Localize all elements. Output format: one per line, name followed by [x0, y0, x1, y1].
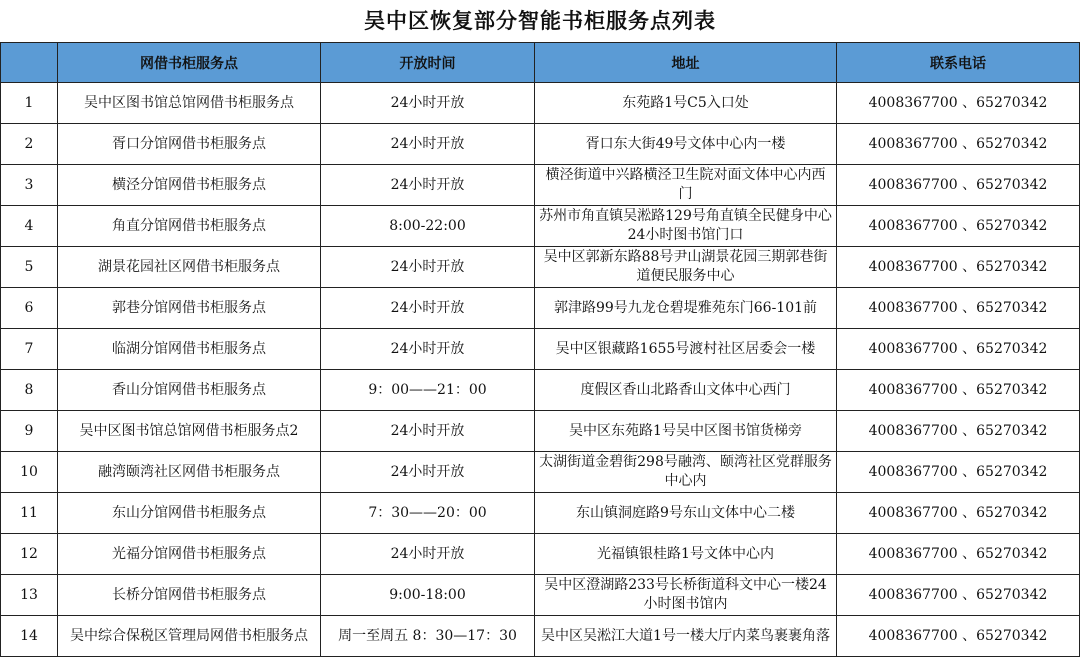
row-index: 6 — [1, 288, 58, 329]
row-service-point: 角直分馆网借书柜服务点 — [58, 206, 321, 247]
table-row — [1, 124, 1080, 165]
row-open-hours: 8:00-22:00 — [321, 206, 535, 247]
table-row — [1, 83, 1080, 124]
row-address: 吴中区吴淞江大道1号一楼大厅内菜鸟裹裹角落 — [535, 616, 837, 657]
header-service-point: 网借书柜服务点 — [58, 43, 321, 83]
row-open-hours: 9：00——21：00 — [321, 370, 535, 411]
table-row — [1, 247, 1080, 288]
row-open-hours: 24小时开放 — [321, 534, 535, 575]
row-index: 7 — [1, 329, 58, 370]
row-service-point: 临湖分馆网借书柜服务点 — [58, 329, 321, 370]
row-open-hours: 24小时开放 — [321, 411, 535, 452]
row-address: 太湖街道金碧街298号融湾、颐湾社区党群服务中心内 — [535, 452, 837, 493]
table-row — [1, 411, 1080, 452]
row-address: 郭津路99号九龙仓碧堤雅苑东门66-101前 — [535, 288, 837, 329]
table-row — [1, 616, 1080, 657]
table-row — [1, 370, 1080, 411]
row-service-point: 湖景花园社区网借书柜服务点 — [58, 247, 321, 288]
row-phone: 4008367700 、65270342 — [837, 165, 1080, 206]
row-index: 14 — [1, 616, 58, 657]
row-phone: 4008367700 、65270342 — [837, 411, 1080, 452]
table-row — [1, 493, 1080, 534]
row-index: 9 — [1, 411, 58, 452]
row-open-hours: 24小时开放 — [321, 165, 535, 206]
row-index: 2 — [1, 124, 58, 165]
table-row — [1, 165, 1080, 206]
row-service-point: 吴中区图书馆总馆网借书柜服务点2 — [58, 411, 321, 452]
row-service-point: 吴中区图书馆总馆网借书柜服务点 — [58, 83, 321, 124]
row-index: 4 — [1, 206, 58, 247]
row-phone: 4008367700 、65270342 — [837, 83, 1080, 124]
table-row — [1, 534, 1080, 575]
row-address: 东苑路1号C5入口处 — [535, 83, 837, 124]
row-service-point: 香山分馆网借书柜服务点 — [58, 370, 321, 411]
row-address: 吴中区澄湖路233号长桥街道科文中心一楼24小时图书馆内 — [535, 575, 837, 616]
row-open-hours: 24小时开放 — [321, 288, 535, 329]
row-phone: 4008367700 、65270342 — [837, 452, 1080, 493]
row-open-hours: 24小时开放 — [321, 247, 535, 288]
row-index: 1 — [1, 83, 58, 124]
row-phone: 4008367700 、65270342 — [837, 370, 1080, 411]
row-phone: 4008367700 、65270342 — [837, 616, 1080, 657]
table-header-row — [1, 43, 1080, 83]
row-phone: 4008367700 、65270342 — [837, 124, 1080, 165]
row-service-point: 光福分馆网借书柜服务点 — [58, 534, 321, 575]
row-phone: 4008367700 、65270342 — [837, 329, 1080, 370]
table-row — [1, 288, 1080, 329]
row-index: 12 — [1, 534, 58, 575]
row-service-point: 东山分馆网借书柜服务点 — [58, 493, 321, 534]
page-title: 吴中区恢复部分智能书柜服务点列表 — [364, 9, 716, 33]
row-address: 光福镇银桂路1号文体中心内 — [535, 534, 837, 575]
table-row — [1, 329, 1080, 370]
header-phone: 联系电话 — [837, 43, 1080, 83]
row-open-hours: 24小时开放 — [321, 329, 535, 370]
row-index: 5 — [1, 247, 58, 288]
row-service-point: 胥口分馆网借书柜服务点 — [58, 124, 321, 165]
table-row — [1, 452, 1080, 493]
row-address: 吴中区郭新东路88号尹山湖景花园三期郭巷街道便民服务中心 — [535, 247, 837, 288]
row-phone: 4008367700 、65270342 — [837, 247, 1080, 288]
row-service-point: 郭巷分馆网借书柜服务点 — [58, 288, 321, 329]
row-index: 13 — [1, 575, 58, 616]
row-service-point: 融湾颐湾社区网借书柜服务点 — [58, 452, 321, 493]
row-address: 度假区香山北路香山文体中心西门 — [535, 370, 837, 411]
row-phone: 4008367700 、65270342 — [837, 534, 1080, 575]
table-row — [1, 575, 1080, 616]
row-address: 吴中区银藏路1655号渡村社区居委会一楼 — [535, 329, 837, 370]
row-index: 10 — [1, 452, 58, 493]
header-address: 地址 — [535, 43, 837, 83]
row-open-hours: 周一至周五 8：30—17：30 — [321, 616, 535, 657]
row-open-hours: 24小时开放 — [321, 83, 535, 124]
row-address: 苏州市角直镇吴淞路129号角直镇全民健身中心24小时图书馆门口 — [535, 206, 837, 247]
header-open-hours: 开放时间 — [321, 43, 535, 83]
row-phone: 4008367700 、65270342 — [837, 493, 1080, 534]
row-address: 吴中区东苑路1号吴中区图书馆货梯旁 — [535, 411, 837, 452]
row-phone: 4008367700 、65270342 — [837, 575, 1080, 616]
row-service-point: 吴中综合保税区管理局网借书柜服务点 — [58, 616, 321, 657]
table-row — [1, 206, 1080, 247]
row-open-hours: 24小时开放 — [321, 452, 535, 493]
row-service-point: 横泾分馆网借书柜服务点 — [58, 165, 321, 206]
row-phone: 4008367700 、65270342 — [837, 288, 1080, 329]
row-phone: 4008367700 、65270342 — [837, 206, 1080, 247]
row-address: 横泾街道中兴路横泾卫生院对面文体中心内西门 — [535, 165, 837, 206]
service-points-table — [0, 42, 1080, 657]
row-open-hours: 7：30——20：00 — [321, 493, 535, 534]
row-index: 3 — [1, 165, 58, 206]
row-open-hours: 24小时开放 — [321, 124, 535, 165]
row-open-hours: 9:00-18:00 — [321, 575, 535, 616]
row-address: 胥口东大街49号文体中心内一楼 — [535, 124, 837, 165]
row-index: 11 — [1, 493, 58, 534]
row-index: 8 — [1, 370, 58, 411]
header-index — [1, 43, 58, 83]
row-address: 东山镇洞庭路9号东山文体中心二楼 — [535, 493, 837, 534]
row-service-point: 长桥分馆网借书柜服务点 — [58, 575, 321, 616]
